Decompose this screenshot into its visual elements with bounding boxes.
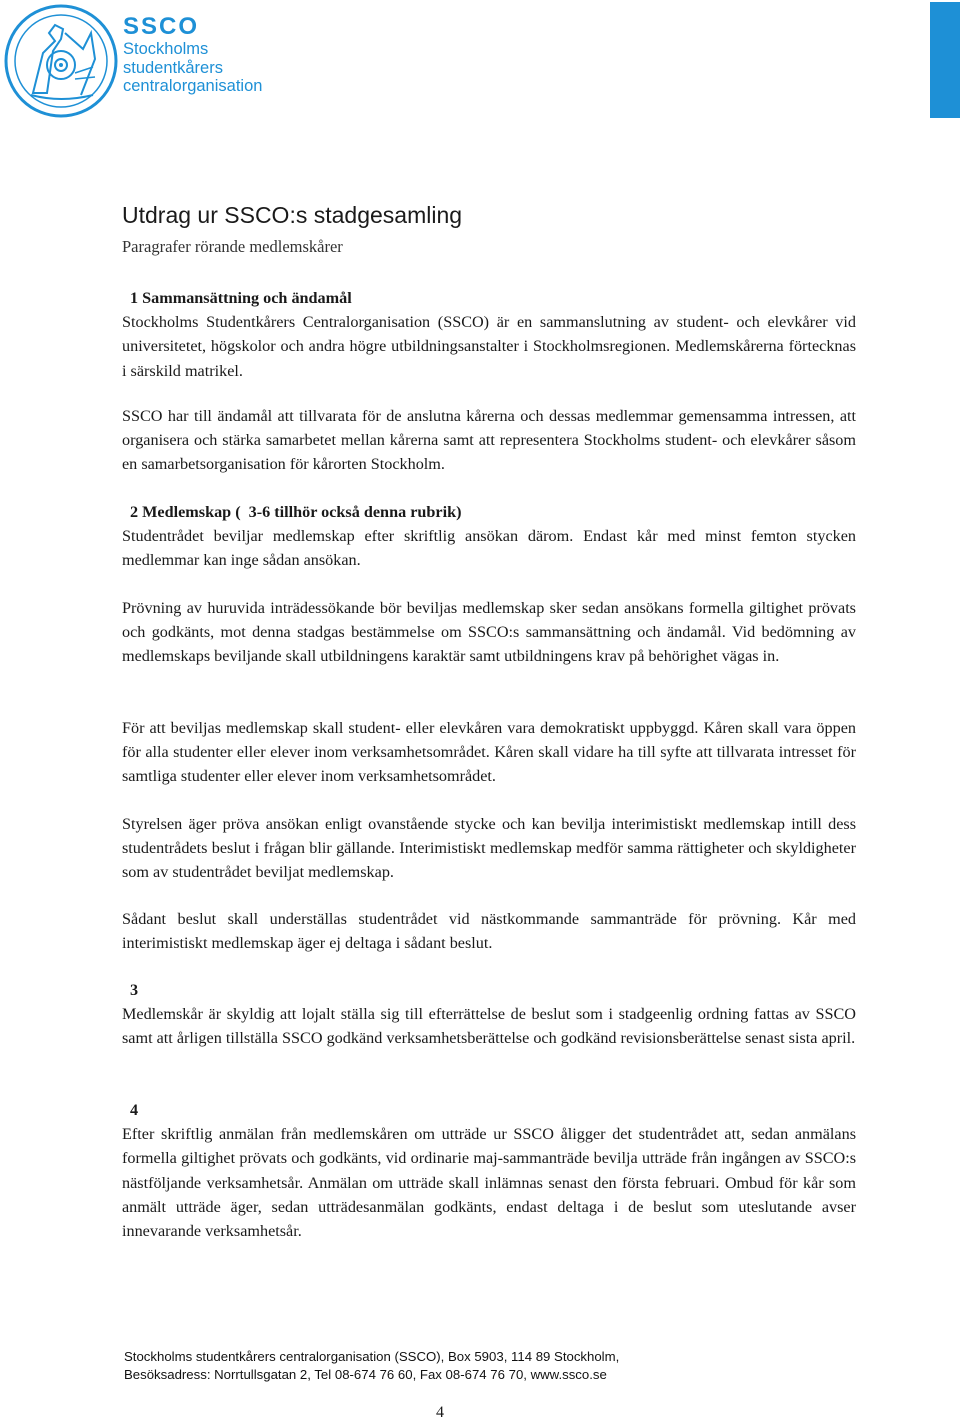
section-4 [122,1098,856,1243]
section-1-paragraph-2: SSCO har till ändamål att tillvarata för de anslutna kårerna och dessas medlemmar gemensamma intressen, att organisera och stärka samarbetet mellan kårerna samt att representera Stockholms student- och elevkårer såsom en samarbetsorganisation för kårorten Stockholm. [122,407,856,474]
accent-bar [930,2,960,118]
footer-address [124,1348,619,1384]
ssco-seal-icon [3,3,119,119]
section-3 [122,978,856,1051]
section-3-heading-text: 3 [130,981,139,999]
section-2-paragraph-4: Styrelsen äger pröva ansökan enligt ovanstående stycke och kan bevilja interimistiskt medlemskap intill dess studentrådets beslut i frågan blir gällande. Interimistiskt medlemskap medför samma rättigheter och skyldigheter som av studentrådet beviljat medlemskap. [122,815,856,882]
section-2-intro [122,500,856,573]
document-title: Utdrag ur SSCO:s stadgesamling [122,202,463,228]
section-2-heading [122,500,856,524]
footer-line-1: Stockholms studentkårers centralorganisation (SSCO), Box 5903, 114 89 Stockholm, [124,1349,620,1364]
page-number: 4 [436,1404,444,1421]
section-2-paragraph-1: Studentrådet beviljar medlemskap efter skriftlig ansökan därom. Endast kår med minst femton stycken medlemmar kan inge sådan ansökan. [122,527,856,570]
logo-name-line-3: centralorganisation [123,77,263,95]
section-4-heading [122,1098,856,1122]
section-1-heading [122,286,856,310]
logo-wordmark [123,14,262,96]
section-2-paragraph-2: Prövning av huruvida inträdessökande bör beviljas medlemskap sker sedan ansökans formella giltighet prövats och godkänts, mot denna stadgas bestämmelse om SSCO:s sammansättning och ändamål. Vid bedömning av medlemskaps beviljande skall utbildningens karaktär samt utbildningens krav på behörighet vägas in. [122,599,856,666]
ssco-seal-emblem [3,3,119,119]
section-2-heading-text: 2 Medlemskap ( [130,503,241,521]
logo-name-line-2: studentkårers [123,58,223,77]
section-1-intro [122,286,856,383]
section-3-heading [122,978,856,1002]
section-1-paragraph-1: Stockholms Studentkårers Centralorganisation (SSCO) är en sammanslutning av student- och elevkårer vid universitetet, högskolor och andra högre utbildningsanstalter i Stockholmsregionen. Medlemskårerna förtecknas i särskild matrikel. [122,313,856,380]
section-3-paragraph-1: Medlemskår är skyldig att lojalt ställa sig till efterrättelse de beslut som i stadgeenlig ordning fattas av SSCO samt att årligen tillställa SSCO godkänd verksamhetsberättelse och godkänd revisionsberättelse senast sista april. [122,1005,856,1048]
logo-name-line-1: Stockholms [123,40,209,58]
section-2-paragraph-3: För att beviljas medlemskap skall student- eller elevkåren vara demokratiskt uppbyggd. Kåren skall vara öppen för alla studenter eller elever inom verksamhetsområdet. Kåren skall vidare ha till syfte att tillvarata intresset för samtliga studenter eller elever inom verksamhetsområdet. [122,719,856,786]
section-4-paragraph-1: Efter skriftlig anmälan från medlemskåren om utträde ur SSCO åligger det studentrådet att, sedan anmälans formella giltighet prövats och godkänts, vid ordinarie maj-sammanträde bevilja utträde från ingången av SSCO:s nästföljande verksamhetsår. Anmälan om utträde skall inlämnas senast den första februari. Ombud för kår som anmält utträde äger, sedan utträdesanmälan godkänts, endast deltaga i de beslut som uteslutande avser innevarande verksamhetsår. [122,1125,856,1241]
document-subtitle: Paragrafer rörande medlemskårer [122,237,343,256]
section-1-heading-text: 1 Sammansättning och ändamål [130,289,352,307]
section-2-heading-ref: 3-6 tillhör också denna rubrik) [248,503,462,521]
section-4-heading-text: 4 [130,1101,139,1119]
section-2-paragraph-5: Sådant beslut skall underställas studentrådet vid nästkommande sammanträde för prövning. Kår med interimistiskt medlemskap äger ej deltaga i sådant beslut. [122,910,856,953]
logo-abbreviation: SSCO [123,13,200,40]
footer-line-2: Besöksadress: Norrtullsgatan 2, Tel 08-674 76 60, Fax 08-674 76 70, www.ssco.se [124,1367,607,1382]
